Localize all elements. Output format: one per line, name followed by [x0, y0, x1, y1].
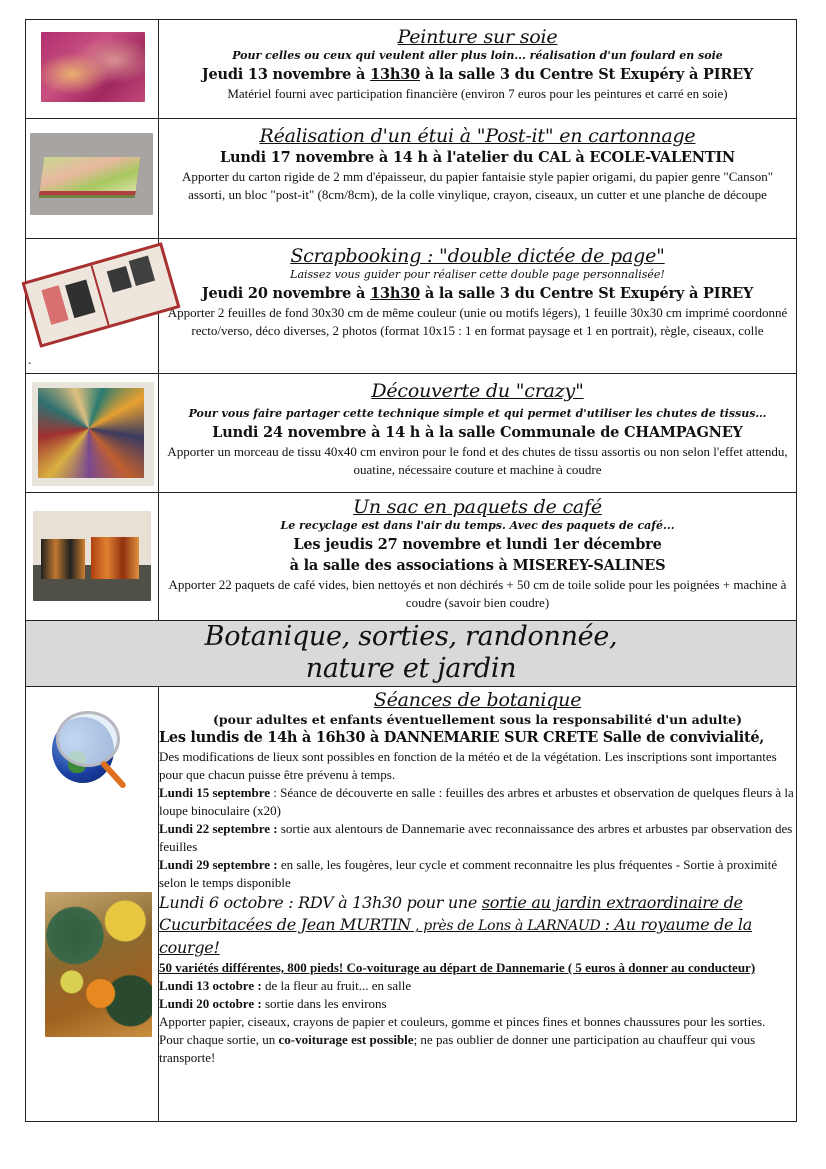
globe-magnifier-icon: [52, 711, 132, 791]
workshop-row-coffee-bag: [26, 493, 797, 621]
crazy-quilt-photo: [32, 382, 154, 486]
workshop-description: Apporter un morceau de tissu 40x40 cm environ pour le fond et des chutes de tissu assortis ou non selon l'effet attendu, ouatine, nécessaire couture et machine à coudre: [167, 444, 788, 477]
workshop-description: Apporter du carton rigide de 2 mm d'épaisseur, du papier fantaisie style papier origami, du papier genre "Canson" assorti, un bloc "post-it" (8cm/8cm), de la colle vinylique, crayon, ciseaux, un cutter et une planche de découpe: [181, 169, 774, 202]
workshop-subtitle: Le recyclage est dans l'air du temps. Avec des paquets de café...: [280, 519, 675, 532]
workshop-description: Apporter 22 paquets de café vides, bien nettoyés et non déchirés + 50 cm de toile solide pour les poignées + machine à coudre (savoir bien coudre): [168, 577, 787, 610]
program-page: [25, 19, 796, 1122]
session-item: Lundi 29 septembre : en salle, les fougères, leur cycle et comment reconnaitre les plus fréquentes - Sortie à proximité selon le temps disponible: [159, 857, 778, 890]
stray-mark: -: [28, 358, 32, 369]
scrapbook-page-photo: [21, 242, 180, 348]
botany-row: [26, 687, 797, 1122]
image-cell: [26, 119, 159, 239]
session-item: Lundi 15 septembre : Séance de découverte en salle : feuilles des arbres et arbustes et observation de quelques fleurs à la loupe binoculaire (x20): [159, 785, 794, 818]
squash-pumpkins-photo: [45, 892, 152, 1037]
workshop-description: Matériel fourni avec participation financière (environ 7 euros pour les peintures et carré en soie): [227, 86, 728, 101]
image-cell: [26, 687, 159, 1122]
image-cell: [26, 239, 159, 374]
workshop-subtitle: Laissez vous guider pour réaliser cette double page personnalisée!: [290, 268, 665, 281]
workshop-location: à la salle des associations à MISEREY-SALINES: [289, 557, 666, 574]
workshop-date: Lundi 17 novembre à 14 h à l'atelier du CAL à ECOLE-VALENTIN: [220, 149, 735, 166]
session-item: Lundi 13 octobre : de la fleur au fruit... en salle: [159, 978, 412, 993]
workshop-date: Les jeudis 27 novembre et lundi 1er décembre: [293, 536, 662, 553]
workshop-row-silk: [26, 20, 797, 119]
workshop-subtitle: Pour vous faire partager cette technique simple et qui permet d'utiliser les chutes de tissus…: [188, 407, 767, 420]
section-heading: Botanique, sorties, randonnée, nature et jardin: [26, 621, 797, 687]
botany-location: Les lundis de 14h à 16h30 à DANNEMARIE SUR CRETE Salle de convivialité,: [159, 729, 765, 746]
botany-condition: (pour adultes et enfants éventuellement sous la responsabilité d'un adulte): [213, 712, 742, 727]
post-it-case-photo: [30, 133, 153, 215]
botany-title: Séances de botanique: [373, 689, 582, 711]
workshop-date: Lundi 24 novembre à 14 h à la salle Communale de CHAMPAGNEY: [212, 424, 743, 441]
workshop-description: Apporter 2 feuilles de fond 30x30 cm de même couleur (unie ou motifs légers), 1 feuille 30x30 cm imprimé coordonné recto/verso, déco diverses, 2 photos (format 10x15 : 1 en format paysage et 1 en portrait), règle, ciseaux, colle: [167, 305, 788, 338]
botany-content: [159, 687, 797, 1122]
image-cell: [26, 374, 159, 493]
workshop-title: Découverte du "crazy": [371, 380, 584, 402]
image-cell: [26, 20, 159, 119]
coffee-bag-photo: [33, 511, 151, 601]
workshop-date: Jeudi 13 novembre à 13h30 à la salle 3 du Centre St Exupéry à PIREY: [201, 66, 754, 83]
session-item: Lundi 22 septembre : sortie aux alentours de Dannemarie avec reconnaissance des arbres et arbustes par observation des feuilles: [159, 821, 793, 854]
bring-list: Apporter papier, ciseaux, crayons de papier et couleurs, gomme et pinces fines et bonnes chaussures pour les sorties.: [159, 1014, 766, 1029]
workshop-date: Jeudi 20 novembre à 13h30 à la salle 3 du Centre St Exupéry à PIREY: [201, 285, 754, 302]
workshop-row-postit: [26, 119, 797, 239]
silk-scarf-photo: [41, 32, 145, 102]
workshop-title: Peinture sur soie: [397, 26, 558, 48]
workshop-title: Un sac en paquets de café: [353, 496, 602, 518]
october-6-outing: Lundi 6 octobre : RDV à 13h30 pour une sortie au jardin extraordinaire de Cucurbitacées de Jean MURTIN , près de Lons à LARNAUD : Au royaume de la courge!: [159, 893, 752, 957]
workshop-subtitle: Pour celles ou ceux qui veulent aller plus loin... réalisation d'un foulard en soie: [232, 49, 723, 62]
session-item: Lundi 20 octobre : sortie dans les environs: [159, 996, 387, 1011]
carpool-note: Pour chaque sortie, un co-voiturage est possible; ne pas oublier de donner une participation au chauffeur qui vous transporte!: [159, 1032, 756, 1065]
botany-notice: Des modifications de lieux sont possibles en fonction de la météo et de la végétation. Les inscriptions sont importantes pour que chacun puisse être prévenu à temps.: [159, 749, 777, 782]
october-6-details: 50 variétés différentes, 800 pieds! Co-voiturage au départ de Dannemarie ( 5 euros à donner au conducteur): [159, 960, 756, 975]
image-cell: [26, 493, 159, 621]
workshop-row-scrapbooking: [26, 239, 797, 374]
section-band-row: [26, 621, 797, 687]
workshop-title: Réalisation d'un étui à "Post-it" en cartonnage: [259, 125, 696, 147]
workshop-table: [25, 19, 797, 1122]
workshop-row-crazy: [26, 374, 797, 493]
workshop-title: Scrapbooking : "double dictée de page": [290, 245, 665, 267]
